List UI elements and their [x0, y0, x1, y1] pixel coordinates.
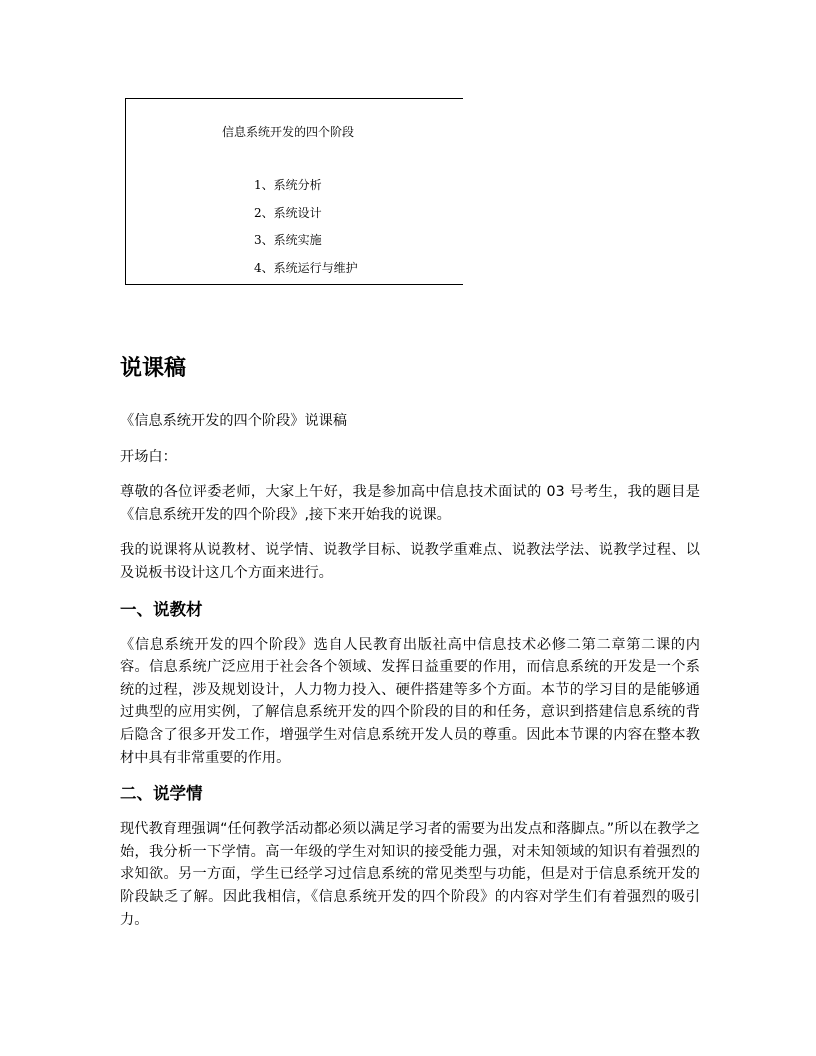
document-subtitle: 《信息系统开发的四个阶段》说课稿: [120, 413, 348, 429]
opening-label: 开场白：: [120, 448, 177, 465]
document-body: [120, 352, 700, 944]
slide-stage-item: 2、系统设计: [254, 205, 322, 220]
section-heading-textbook: 一、说教材: [120, 599, 203, 619]
slide-stage-item: 4、系统运行与维护: [254, 260, 358, 275]
slide-stage-item: 3、系统实施: [254, 233, 322, 247]
slide-thumbnail: [125, 98, 463, 285]
section-paragraph-students: 现代教育理强调“任何教学活动都必须以满足学习者的需要为出发点和落脚点。”所以在教学之始，我分析一下学情。高一年级的学生对知识的接受能力强，对未知领域的知识有着强烈的求知欲。另一方面，学生已经学习过信息系统的常见类型与功能，但是对于信息系统开发的阶段缺乏了解。因此我相信，《信息系统开发的四个阶段》的内容对学生们有着强烈的吸引力。: [120, 821, 700, 928]
slide-stage-item: 1、系统分析: [254, 178, 322, 192]
slide-title: 信息系统开发的四个阶段: [222, 125, 355, 139]
section-heading-students: 二、说学情: [120, 784, 203, 804]
document-title: 说课稿: [120, 356, 187, 381]
opening-paragraph: 尊敬的各位评委老师，大家上午好，我是参加高中信息技术面试的 03 号考生，我的题目是《信息系统开发的四个阶段》,接下来开始我的说课。: [120, 484, 700, 523]
outline-paragraph: 我的说课将从说教材、说学情、说教学目标、说教学重难点、说教法学法、说教学过程、以及说板书设计这几个方面来进行。: [120, 542, 700, 581]
slide-stage-list: [254, 177, 358, 287]
section-paragraph-textbook: 《信息系统开发的四个阶段》选自人民教育出版社高中信息技术必修二第二章第二课的内容。信息系统广泛应用于社会各个领域、发挥日益重要的作用，而信息系统的开发是一个系统的过程，涉及规划设计，人力物力投入、硬件搭建等多个方面。本节的学习目的是能够通过典型的应用实例，了解信息系统开发的四个阶段的目的和任务，意识到搭建信息系统的背后隐含了很多开发工作，增强学生对信息系统开发人员的尊重。因此本节课的内容在整本教材中具有非常重要的作用。: [120, 636, 700, 766]
